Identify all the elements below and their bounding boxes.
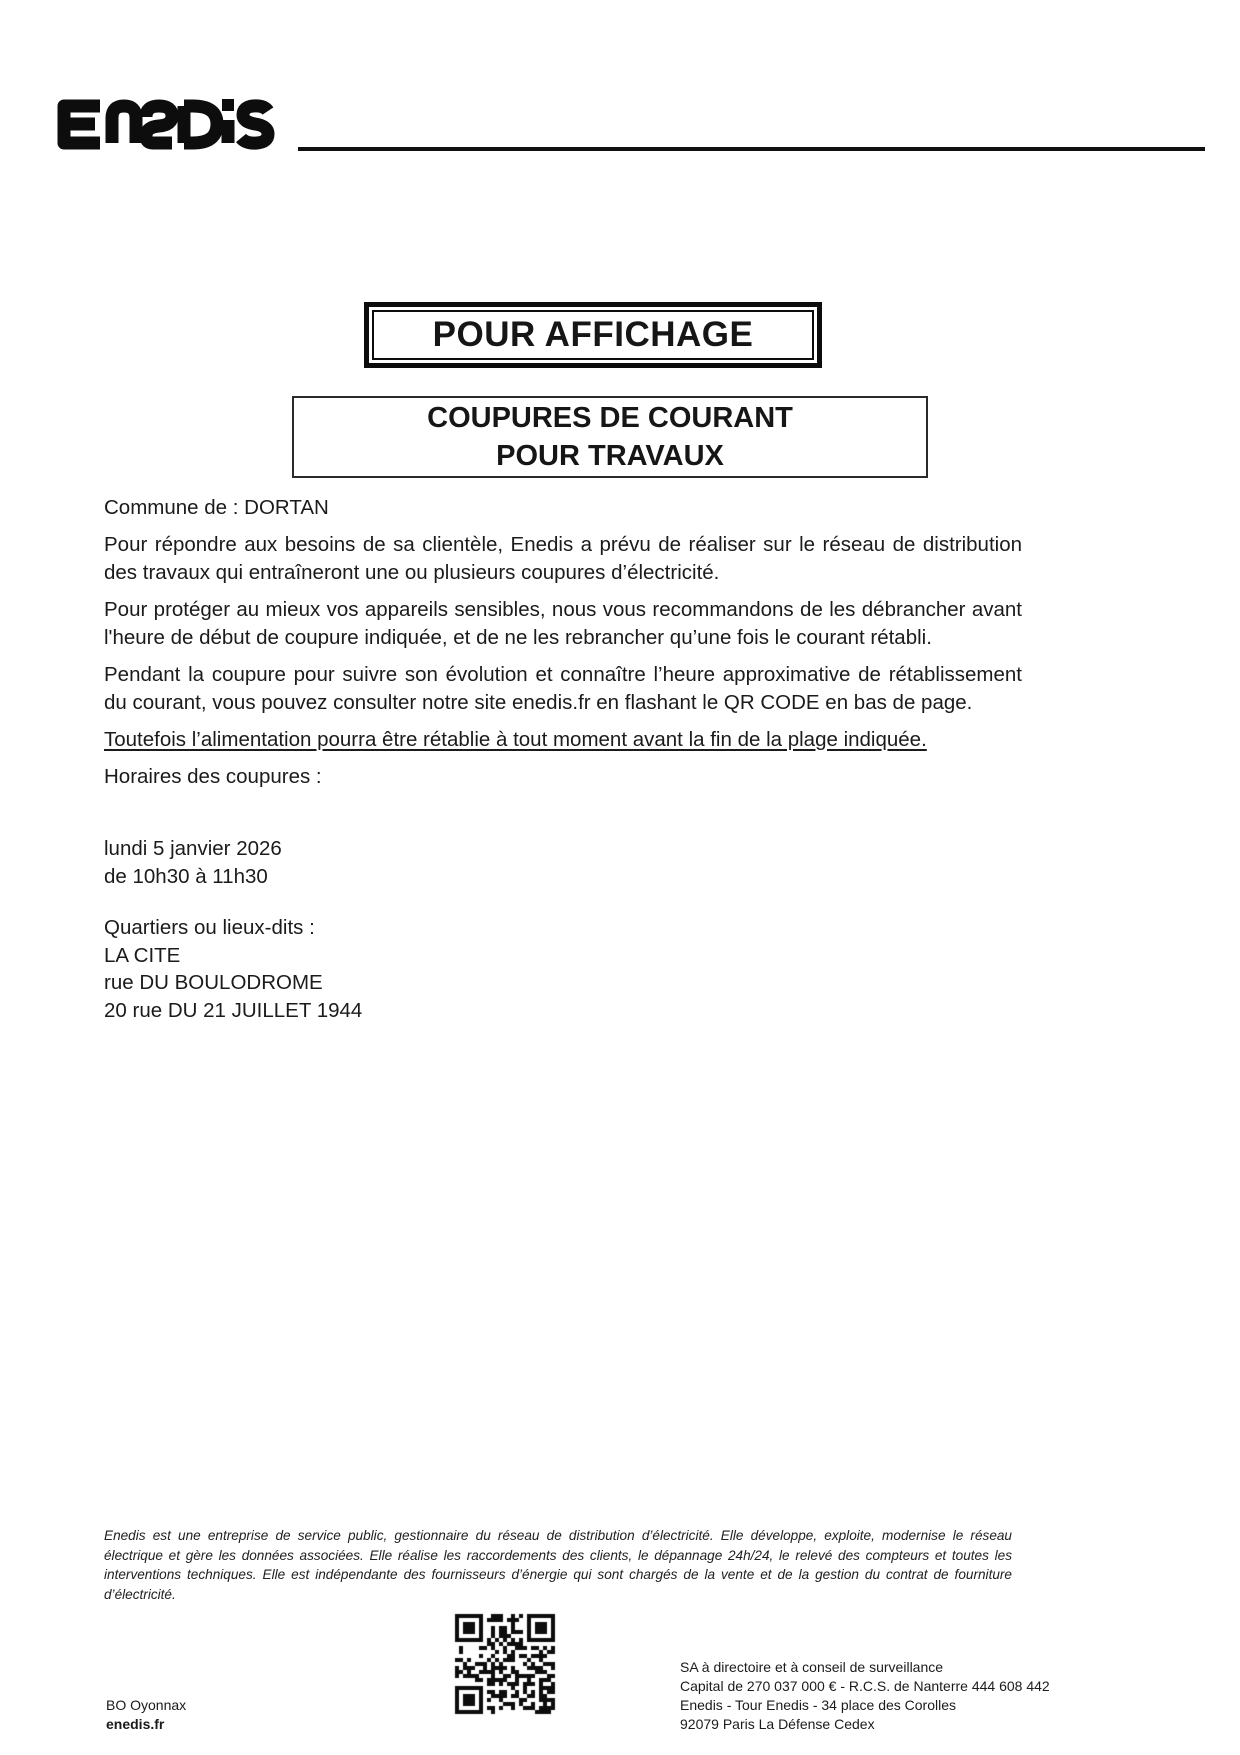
paragraph-intro: Pour répondre aux besoins de sa clientèle, Enedis a prévu de réaliser sur le réseau de distribution des travaux qui entraîneront une ou plusieurs coupures d’électricité. xyxy=(104,533,1022,584)
schedule-label: Horaires des coupures : xyxy=(104,765,322,788)
location-item: LA CITE xyxy=(104,943,181,967)
logo-letter-e-cap xyxy=(64,106,100,143)
paragraph-advice: Pour protéger au mieux vos appareils sensibles, nous vous recommandons de les débrancher avant l'heure de début de coupure indiquée, et de ne les rebrancher qu’une fois le courant rétabli. xyxy=(104,598,1022,649)
logo-letter-s xyxy=(241,106,268,143)
notice-title-box xyxy=(292,396,928,478)
commune-line: Commune de : DORTAN xyxy=(104,496,329,519)
company-line: Capital de 270 037 000 € - R.C.S. de Nanterre 444 608 442 xyxy=(680,1678,1050,1694)
locations-block xyxy=(104,914,1022,1024)
company-line: 92079 Paris La Défense Cedex xyxy=(680,1716,875,1732)
location-item: 20 rue DU 21 JUILLET 1944 xyxy=(104,998,363,1022)
location-item: rue DU BOULODROME xyxy=(104,971,323,994)
locations-label: Quartiers ou lieux-dits : xyxy=(104,916,315,939)
stamp-box xyxy=(364,302,822,368)
enedis-logo xyxy=(54,96,292,154)
logo-letter-i-dot xyxy=(222,99,234,111)
notice-underlined: Toutefois l’alimentation pourra être rétablie à tout moment avant la fin de la plage indiquée. xyxy=(104,728,927,751)
notice-title-line1: COUPURES DE COURANT xyxy=(427,402,793,434)
letter-body xyxy=(104,494,1022,1024)
notice-title-line2: POUR TRAVAUX xyxy=(496,440,724,472)
qr-code-icon xyxy=(453,1612,557,1716)
schedule-date: lundi 5 janvier 2026 xyxy=(104,837,282,860)
company-line: SA à directoire et à conseil de surveillance xyxy=(680,1659,944,1675)
paragraph-qrcode: Pendant la coupure pour suivre son évolution et connaître l’heure approximative de rétablissement du courant, vous pouvez consulter notre site enedis.fr en flashant le QR CODE en bas de page. xyxy=(104,663,1022,714)
office-block xyxy=(106,1696,186,1734)
stamp-label: POUR AFFICHAGE xyxy=(372,310,814,360)
website: enedis.fr xyxy=(106,1716,165,1732)
schedule-block xyxy=(104,835,1022,890)
logo-letter-n xyxy=(112,106,136,143)
legal-text: Enedis est une entreprise de service public, gestionnaire du réseau de distribution d’électricité. Elle développe, exploite, modernise le réseau électrique et gère les données associées. Elle réalise les raccordements des clients, le dépannage 24h/24, le relevé des compteurs et toutes les interventions techniques. Elle est indépendante des fournisseurs d’énergie qui sont chargés de la vente et de la gestion du contrat de fourniture d’électricité. xyxy=(104,1528,1012,1602)
company-line: Enedis - Tour Enedis - 34 place des Corolles xyxy=(680,1697,957,1713)
office-name: BO Oyonnax xyxy=(106,1697,187,1713)
logo-letter-e-turned xyxy=(146,106,172,143)
header-rule xyxy=(298,147,1205,151)
company-info xyxy=(680,1658,1050,1734)
logo-letter-d xyxy=(184,106,217,143)
schedule-time: de 10h30 à 11h30 xyxy=(104,864,268,888)
